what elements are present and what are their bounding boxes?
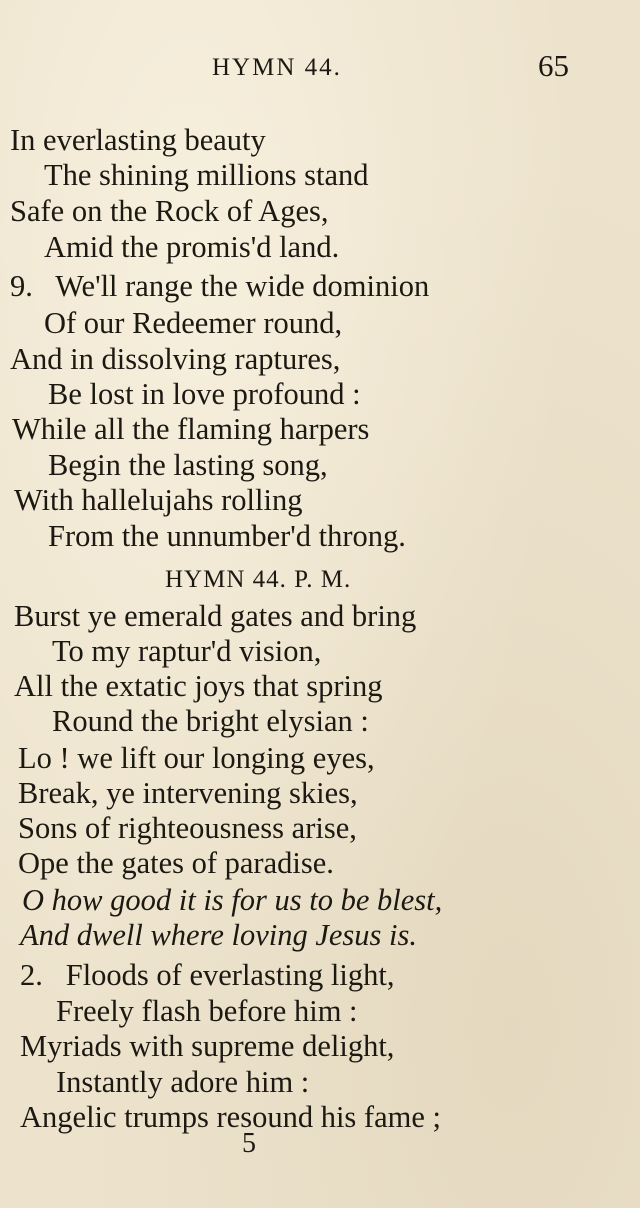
- running-title: HYMN 44.: [212, 54, 342, 81]
- verse-line: From the unnumber'd throng.: [48, 519, 406, 553]
- verse-line: Begin the lasting song,: [48, 448, 328, 482]
- verse-line: With hallelujahs rolling: [14, 483, 303, 517]
- verse-line: Instantly adore him :: [56, 1065, 310, 1099]
- verse-line: Burst ye emerald gates and bring: [14, 599, 417, 633]
- verse-line: While all the flaming harpers: [12, 412, 370, 446]
- verse-line: In everlasting beauty: [10, 123, 266, 157]
- verse-line: Amid the promis'd land.: [44, 230, 340, 264]
- verse-line-numbered: 9. We'll range the wide dominion: [10, 269, 430, 303]
- verse-line: Safe on the Rock of Ages,: [10, 194, 329, 228]
- verse-line: Freely flash before him :: [56, 994, 358, 1028]
- verse-line: Myriads with supreme delight,: [20, 1029, 395, 1063]
- verse-line: Lo ! we lift our longing eyes,: [18, 741, 375, 775]
- page-header: [0, 46, 640, 86]
- verse-line: Sons of righteousness arise,: [18, 811, 357, 845]
- verse-line: The shining millions stand: [44, 158, 369, 192]
- verse-line: Angelic trumps resound his fame ;: [20, 1100, 441, 1134]
- page-number: 65: [538, 48, 569, 83]
- signature-mark: 5: [242, 1128, 256, 1159]
- verse-line: Ope the gates of paradise.: [18, 846, 334, 880]
- verse-line: To my raptur'd vision,: [52, 634, 322, 668]
- verse-line-numbered: 2. Floods of everlasting light,: [20, 958, 395, 992]
- verse-line: And in dissolving raptures,: [10, 342, 341, 376]
- verse-line: Break, ye intervening skies,: [18, 776, 358, 810]
- verse-line: Be lost in love profound :: [48, 377, 361, 411]
- verse-line: Of our Redeemer round,: [44, 306, 343, 340]
- verse-line: Round the bright elysian :: [52, 704, 369, 738]
- chorus-line: And dwell where loving Jesus is.: [20, 918, 418, 952]
- verse-line: All the extatic joys that spring: [14, 669, 383, 703]
- hymn-heading: HYMN 44. P. M.: [165, 566, 352, 593]
- chorus-line: O how good it is for us to be blest,: [22, 883, 443, 917]
